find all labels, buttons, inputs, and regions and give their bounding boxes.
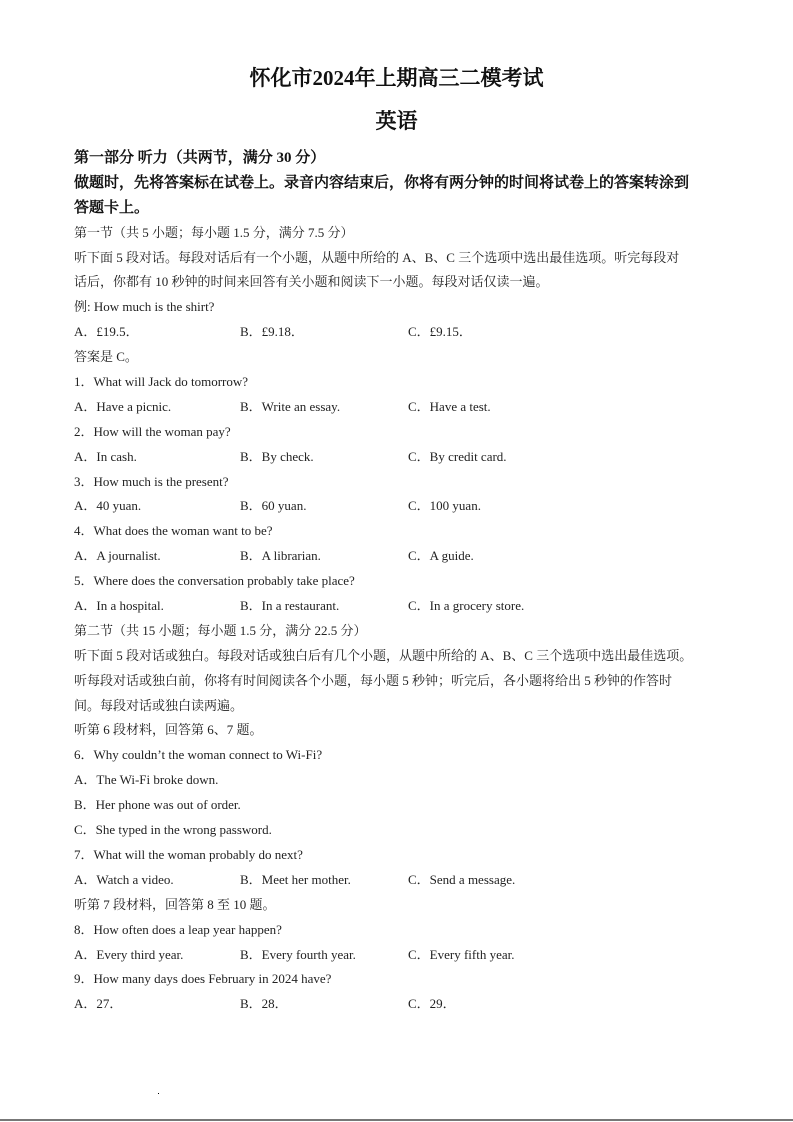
answer-options	[74, 594, 734, 619]
option-a: A．Have a picnic.	[74, 398, 172, 414]
option-a: A．In a hospital.	[74, 598, 164, 614]
section-heading: 第一部分 听力（共两节，满分 30 分）	[74, 150, 326, 166]
answer-options	[74, 320, 734, 345]
text-line: A．The Wi-Fi broke down.	[74, 772, 219, 788]
text-line: 9．How many days does February in 2024 have?	[74, 971, 332, 987]
text-line: 话后，你都有 10 秒钟的时间来回答有关小题和阅读下一小题。每段对话仅读一遍。	[74, 274, 549, 290]
text-line: 6．Why couldn’t the woman connect to Wi-Fi?	[74, 747, 323, 763]
text-line: 间。每段对话或独白读两遍。	[74, 697, 244, 713]
option-b: B．28．	[240, 996, 288, 1012]
option-c: C．Have a test.	[408, 398, 491, 414]
option-c: C．100 yuan.	[408, 498, 481, 514]
text-line: 8．How often does a leap year happen?	[74, 921, 282, 937]
answer-options	[74, 494, 734, 519]
text-line: 听第 6 段材料，回答第 6、7 题。	[74, 722, 263, 738]
text-line: 7．What will the woman probably do next?	[74, 846, 303, 862]
page-bottom-divider	[0, 1119, 793, 1121]
text-line: 听每段对话或独白前，你将有时间阅读各个小题，每小题 5 秒钟；听完后，各小题将给出 5 秒钟的作答时	[74, 672, 673, 688]
text-line: 1．What will Jack do tomorrow?	[74, 374, 249, 390]
text-line: 第二节（共 15 小题；每小题 1.5 分，满分 22.5 分）	[74, 622, 367, 638]
option-b: B．Meet her mother.	[240, 871, 351, 887]
option-c: C．Every fifth year.	[408, 946, 515, 962]
text-line: 听下面 5 段对话。每段对话后有一个小题，从题中所给的 A、B、C 三个选项中选出最佳选项。听完每段对	[74, 249, 680, 265]
exam-content	[74, 146, 734, 1017]
option-c: C．In a grocery store.	[408, 598, 525, 614]
text-line: 3．How much is the present?	[74, 473, 229, 489]
subject-title: 英语	[375, 109, 418, 133]
option-a: A．40 yuan.	[74, 498, 142, 514]
option-b: B．A librarian.	[240, 548, 321, 564]
answer-options	[74, 992, 734, 1017]
text-line: C．She typed in the wrong password.	[74, 822, 272, 838]
text-line: 答案是 C。	[74, 349, 138, 365]
text-line: 听第 7 段材料，回答第 8 至 10 题。	[74, 896, 276, 912]
option-b: B．In a restaurant.	[240, 598, 340, 614]
text-line: B．Her phone was out of order.	[74, 797, 241, 813]
option-c: C．Send a message.	[408, 871, 516, 887]
option-a: A．In cash.	[74, 448, 137, 464]
option-a: A．A journalist.	[74, 548, 161, 564]
answer-options	[74, 544, 734, 569]
text-line: 4．What does the woman want to be?	[74, 523, 273, 539]
page-dot	[158, 1093, 159, 1094]
section-heading: 答题卡上。	[74, 199, 150, 216]
exam-title: 怀化市2024年上期高三二模考试	[249, 66, 544, 90]
option-a: A．£19.5．	[74, 324, 139, 340]
text-line: 例: How much is the shirt?	[74, 299, 215, 315]
answer-options	[74, 395, 734, 420]
option-a: A．27．	[74, 996, 123, 1012]
option-b: B．Write an essay.	[240, 398, 341, 414]
text-line: 2．How will the woman pay?	[74, 423, 231, 439]
answer-options	[74, 943, 734, 968]
answer-options	[74, 868, 734, 893]
option-b: B．£9.18．	[240, 324, 304, 340]
text-line: 5．Where does the conversation probably take place?	[74, 573, 355, 589]
option-c: C．£9.15．	[408, 324, 472, 340]
text-line: 第一节（共 5 小题；每小题 1.5 分，满分 7.5 分）	[74, 224, 354, 240]
answer-options	[74, 445, 734, 470]
section-heading: 做题时，先将答案标在试卷上。录音内容结束后，你将有两分钟的时间将试卷上的答案转涂到	[74, 174, 690, 191]
option-a: A．Watch a video.	[74, 871, 174, 887]
option-a: A．Every third year.	[74, 946, 184, 962]
option-c: C．By credit card.	[408, 448, 507, 464]
option-b: B．60 yuan.	[240, 498, 307, 514]
option-b: B．By check.	[240, 448, 314, 464]
option-c: C．29．	[408, 996, 456, 1012]
option-c: C．A guide.	[408, 548, 474, 564]
option-b: B．Every fourth year.	[240, 946, 356, 962]
text-line: 听下面 5 段对话或独白。每段对话或独白后有几个小题，从题中所给的 A、B、C 三个选项中选出最佳选项。	[74, 647, 693, 663]
